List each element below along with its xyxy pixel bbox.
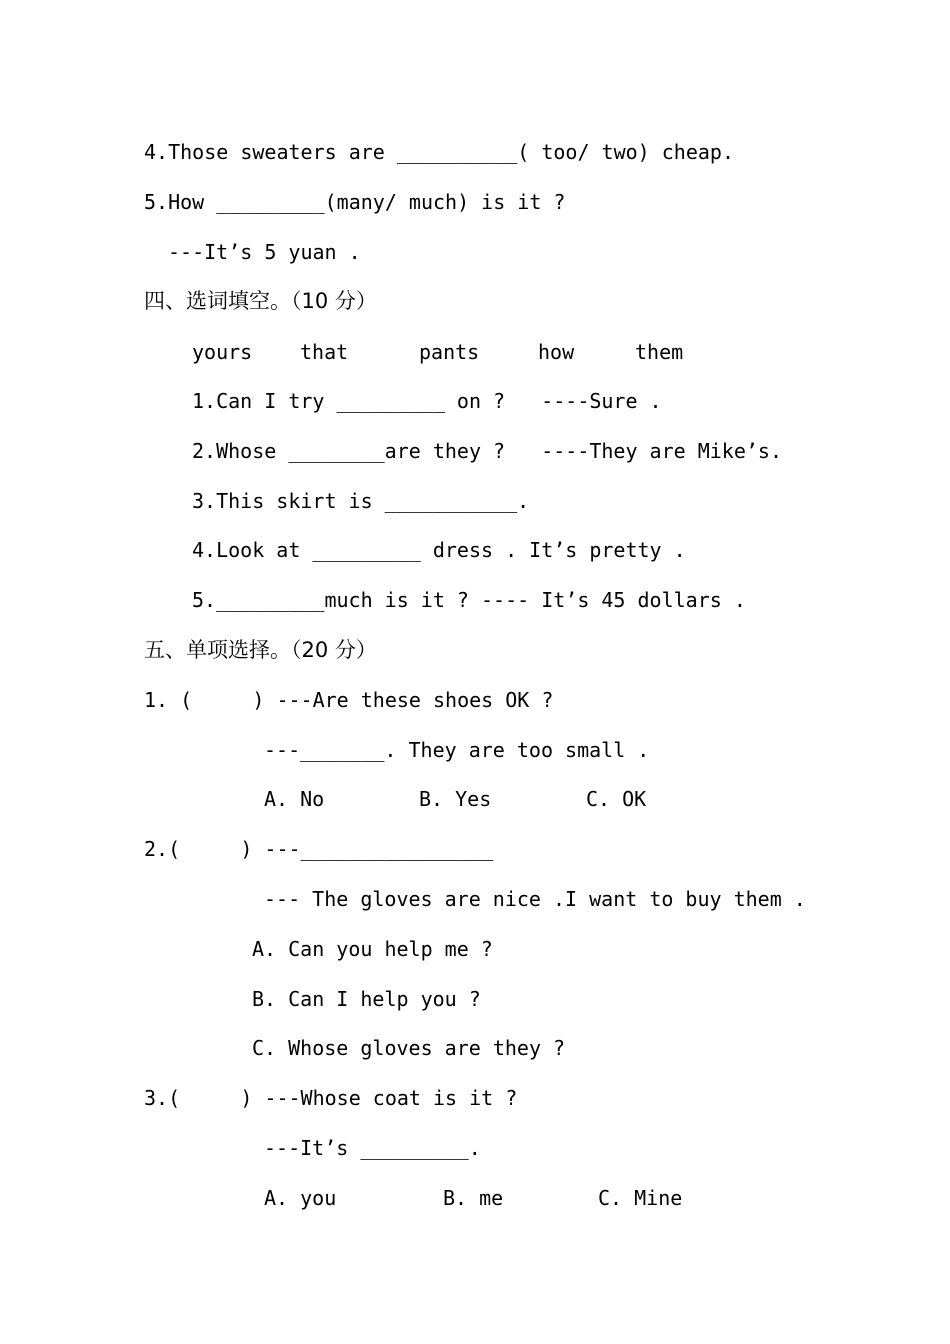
option-c: C. Mine bbox=[598, 1186, 683, 1210]
question-4-4: 4.Look at _________ dress . It’s pretty . bbox=[192, 538, 686, 562]
question-3-5-answer: ---It’s 5 yuan . bbox=[168, 240, 361, 264]
question-4-2: 2.Whose ________are they ? ----They are Mike’s. bbox=[192, 439, 783, 463]
section-5-heading: 五、单项选择。（20 分） bbox=[144, 638, 377, 662]
option-b: B. me bbox=[443, 1186, 504, 1210]
option-a: A. Can you help me ? bbox=[252, 937, 493, 961]
question-5-3-stem: 3.( ) ---Whose coat is it ? bbox=[144, 1086, 518, 1110]
question-5-2-reply: --- The gloves are nice .I want to buy them . bbox=[264, 887, 806, 911]
option-a: A. No bbox=[264, 787, 325, 811]
question-3-5: 5.How _________(many/ much) is it ? bbox=[144, 190, 566, 214]
option-c: C. Whose gloves are they ? bbox=[252, 1036, 566, 1060]
word-bank-item: how bbox=[538, 340, 575, 364]
question-3-4: 4.Those sweaters are __________( too/ two) cheap. bbox=[144, 140, 735, 164]
question-4-5: 5._________much is it ? ---- It’s 45 dollars . bbox=[192, 588, 746, 612]
option-b: B. Can I help you ? bbox=[252, 987, 481, 1011]
question-4-3: 3.This skirt is ___________. bbox=[192, 489, 530, 513]
word-bank-item: yours bbox=[192, 340, 253, 364]
option-a: A. you bbox=[264, 1186, 337, 1210]
question-4-1: 1.Can I try _________ on ? ----Sure . bbox=[192, 389, 662, 413]
word-bank-item: that bbox=[300, 340, 349, 364]
word-bank-item: pants bbox=[419, 340, 480, 364]
question-5-2-stem: 2.( ) ---________________ bbox=[144, 837, 494, 861]
option-b: B. Yes bbox=[419, 787, 492, 811]
question-5-1-stem: 1. ( ) ---Are these shoes OK ? bbox=[144, 688, 554, 712]
word-bank-item: them bbox=[635, 340, 684, 364]
option-c: C. OK bbox=[586, 787, 647, 811]
question-5-3-reply: ---It’s _________. bbox=[264, 1136, 481, 1160]
section-4-heading: 四、选词填空。（10 分） bbox=[144, 289, 377, 313]
question-5-1-reply: ---_______. They are too small . bbox=[264, 738, 650, 762]
